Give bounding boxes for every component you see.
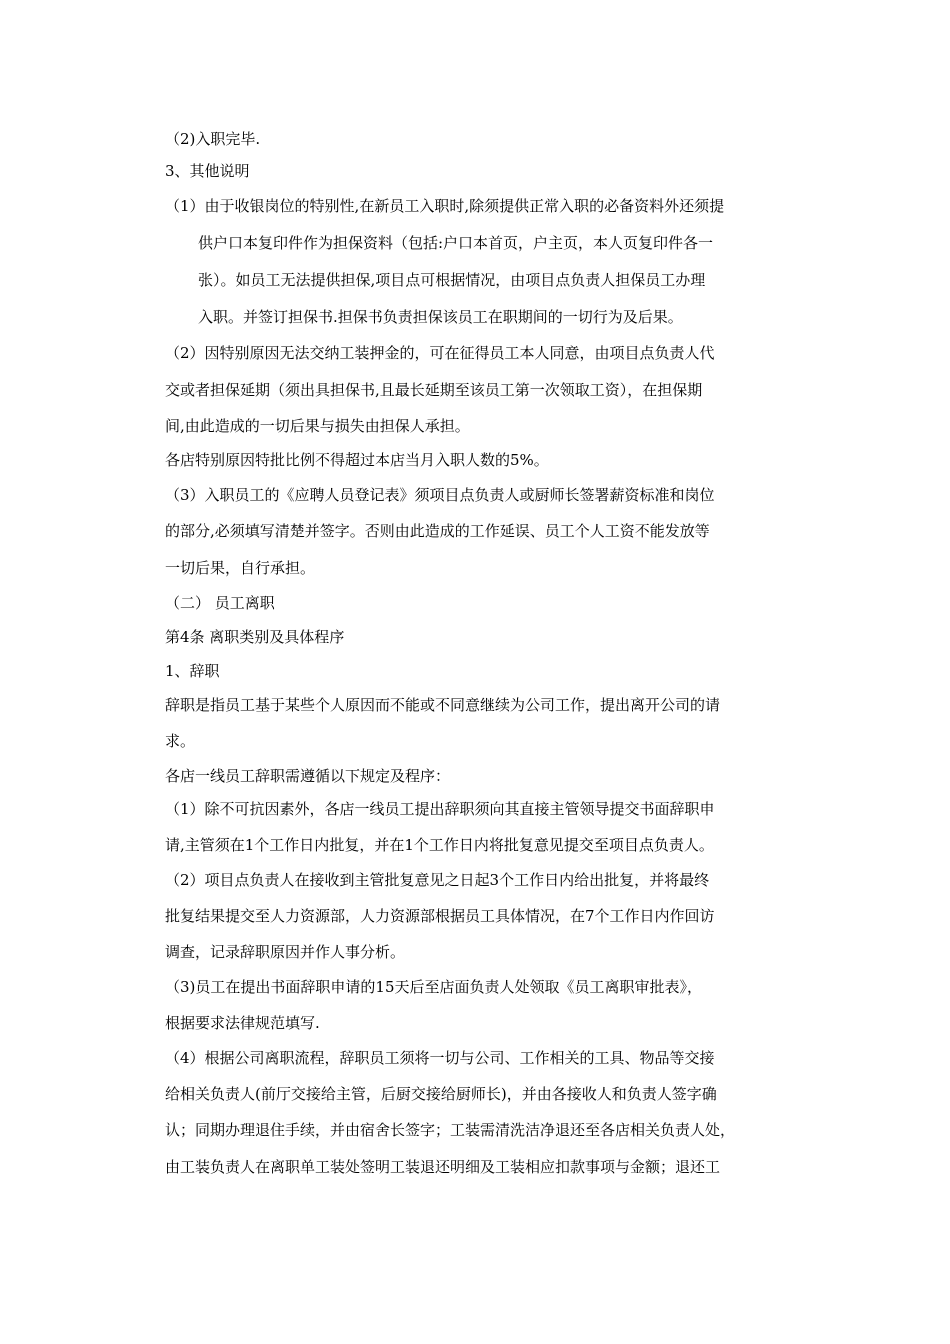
text-line: 的部分,必须填写清楚并签字。否则由此造成的工作延误、员工个人工资不能发放等 bbox=[165, 522, 710, 540]
text-line: 张）。如员工无法提供担保,项目点可根据情况，由项目点负责人担保员工办理 bbox=[198, 271, 706, 289]
section-heading: 3、其他说明 bbox=[165, 162, 250, 180]
text-line: 由工装负责人在离职单工装处签明工装退还明细及工装相应扣款事项与金额；退还工 bbox=[165, 1158, 721, 1176]
text-line: 根据要求法律规范填写. bbox=[165, 1014, 320, 1032]
text-line: 认；同期办理退住手续，并由宿舍长签字；工装需清洗洁净退还至各店相关负责人处， bbox=[165, 1121, 736, 1139]
text-line: （4）根据公司离职流程，辞职员工须将一切与公司、工作相关的工具、物品等交接 bbox=[165, 1049, 715, 1067]
text-line: 给相关负责人(前厅交接给主管，后厨交接给厨师长)，并由各接收人和负责人签字确 bbox=[165, 1085, 717, 1103]
text-line: 调查，记录辞职原因并作人事分析。 bbox=[165, 943, 406, 961]
text-line: 各店特别原因特批比例不得超过本店当月入职人数的5%。 bbox=[165, 451, 549, 469]
section-heading: 1、辞职 bbox=[165, 662, 220, 680]
text-line: （1）除不可抗因素外，各店一线员工提出辞职须向其直接主管领导提交书面辞职申 bbox=[165, 800, 715, 818]
text-line: （3)员工在提出书面辞职申请的15天后至店面负责人处领取《员工离职审批表》， bbox=[165, 978, 702, 996]
text-line: 辞职是指员工基于某些个人原因而不能或不同意继续为公司工作，提出离开公司的请 bbox=[165, 696, 721, 714]
text-line: （3）入职员工的《应聘人员登记表》须项目点负责人或厨师长签署薪资标准和岗位 bbox=[165, 486, 715, 504]
text-line: （2）因特别原因无法交纳工装押金的，可在征得员工本人同意，由项目点负责人代 bbox=[165, 344, 715, 362]
text-line: 交或者担保延期（须出具担保书,且最长延期至该员工第一次领取工资），在担保期 bbox=[165, 381, 703, 399]
article-heading: 第4条 离职类别及具体程序 bbox=[165, 628, 345, 646]
text-line: 求。 bbox=[165, 732, 196, 750]
text-line: 各店一线员工辞职需遵循以下规定及程序： bbox=[165, 767, 451, 785]
text-line: （2)入职完毕. bbox=[165, 130, 261, 148]
text-line: 一切后果，自行承担。 bbox=[165, 559, 316, 577]
text-line: （1）由于收银岗位的特别性,在新员工入职时,除须提供正常入职的必备资料外还须提 bbox=[165, 197, 725, 215]
text-line: 间,由此造成的一切后果与损失由担保人承担。 bbox=[165, 417, 470, 435]
text-line: 入职。并签订担保书.担保书负责担保该员工在职期间的一切行为及后果。 bbox=[198, 308, 683, 326]
text-line: （2）项目点负责人在接收到主管批复意见之日起3个工作日内给出批复，并将最终 bbox=[165, 871, 710, 889]
section-heading: （二） 员工离职 bbox=[165, 594, 275, 612]
text-line: 请,主管须在1个工作日内批复，并在1个工作日内将批复意见提交至项目点负责人。 bbox=[165, 836, 714, 854]
text-line: 供户口本复印件作为担保资料（包括:户口本首页，户主页，本人页复印件各一 bbox=[198, 234, 714, 252]
text-line: 批复结果提交至人力资源部，人力资源部根据员工具体情况，在7个工作日内作回访 bbox=[165, 907, 715, 925]
